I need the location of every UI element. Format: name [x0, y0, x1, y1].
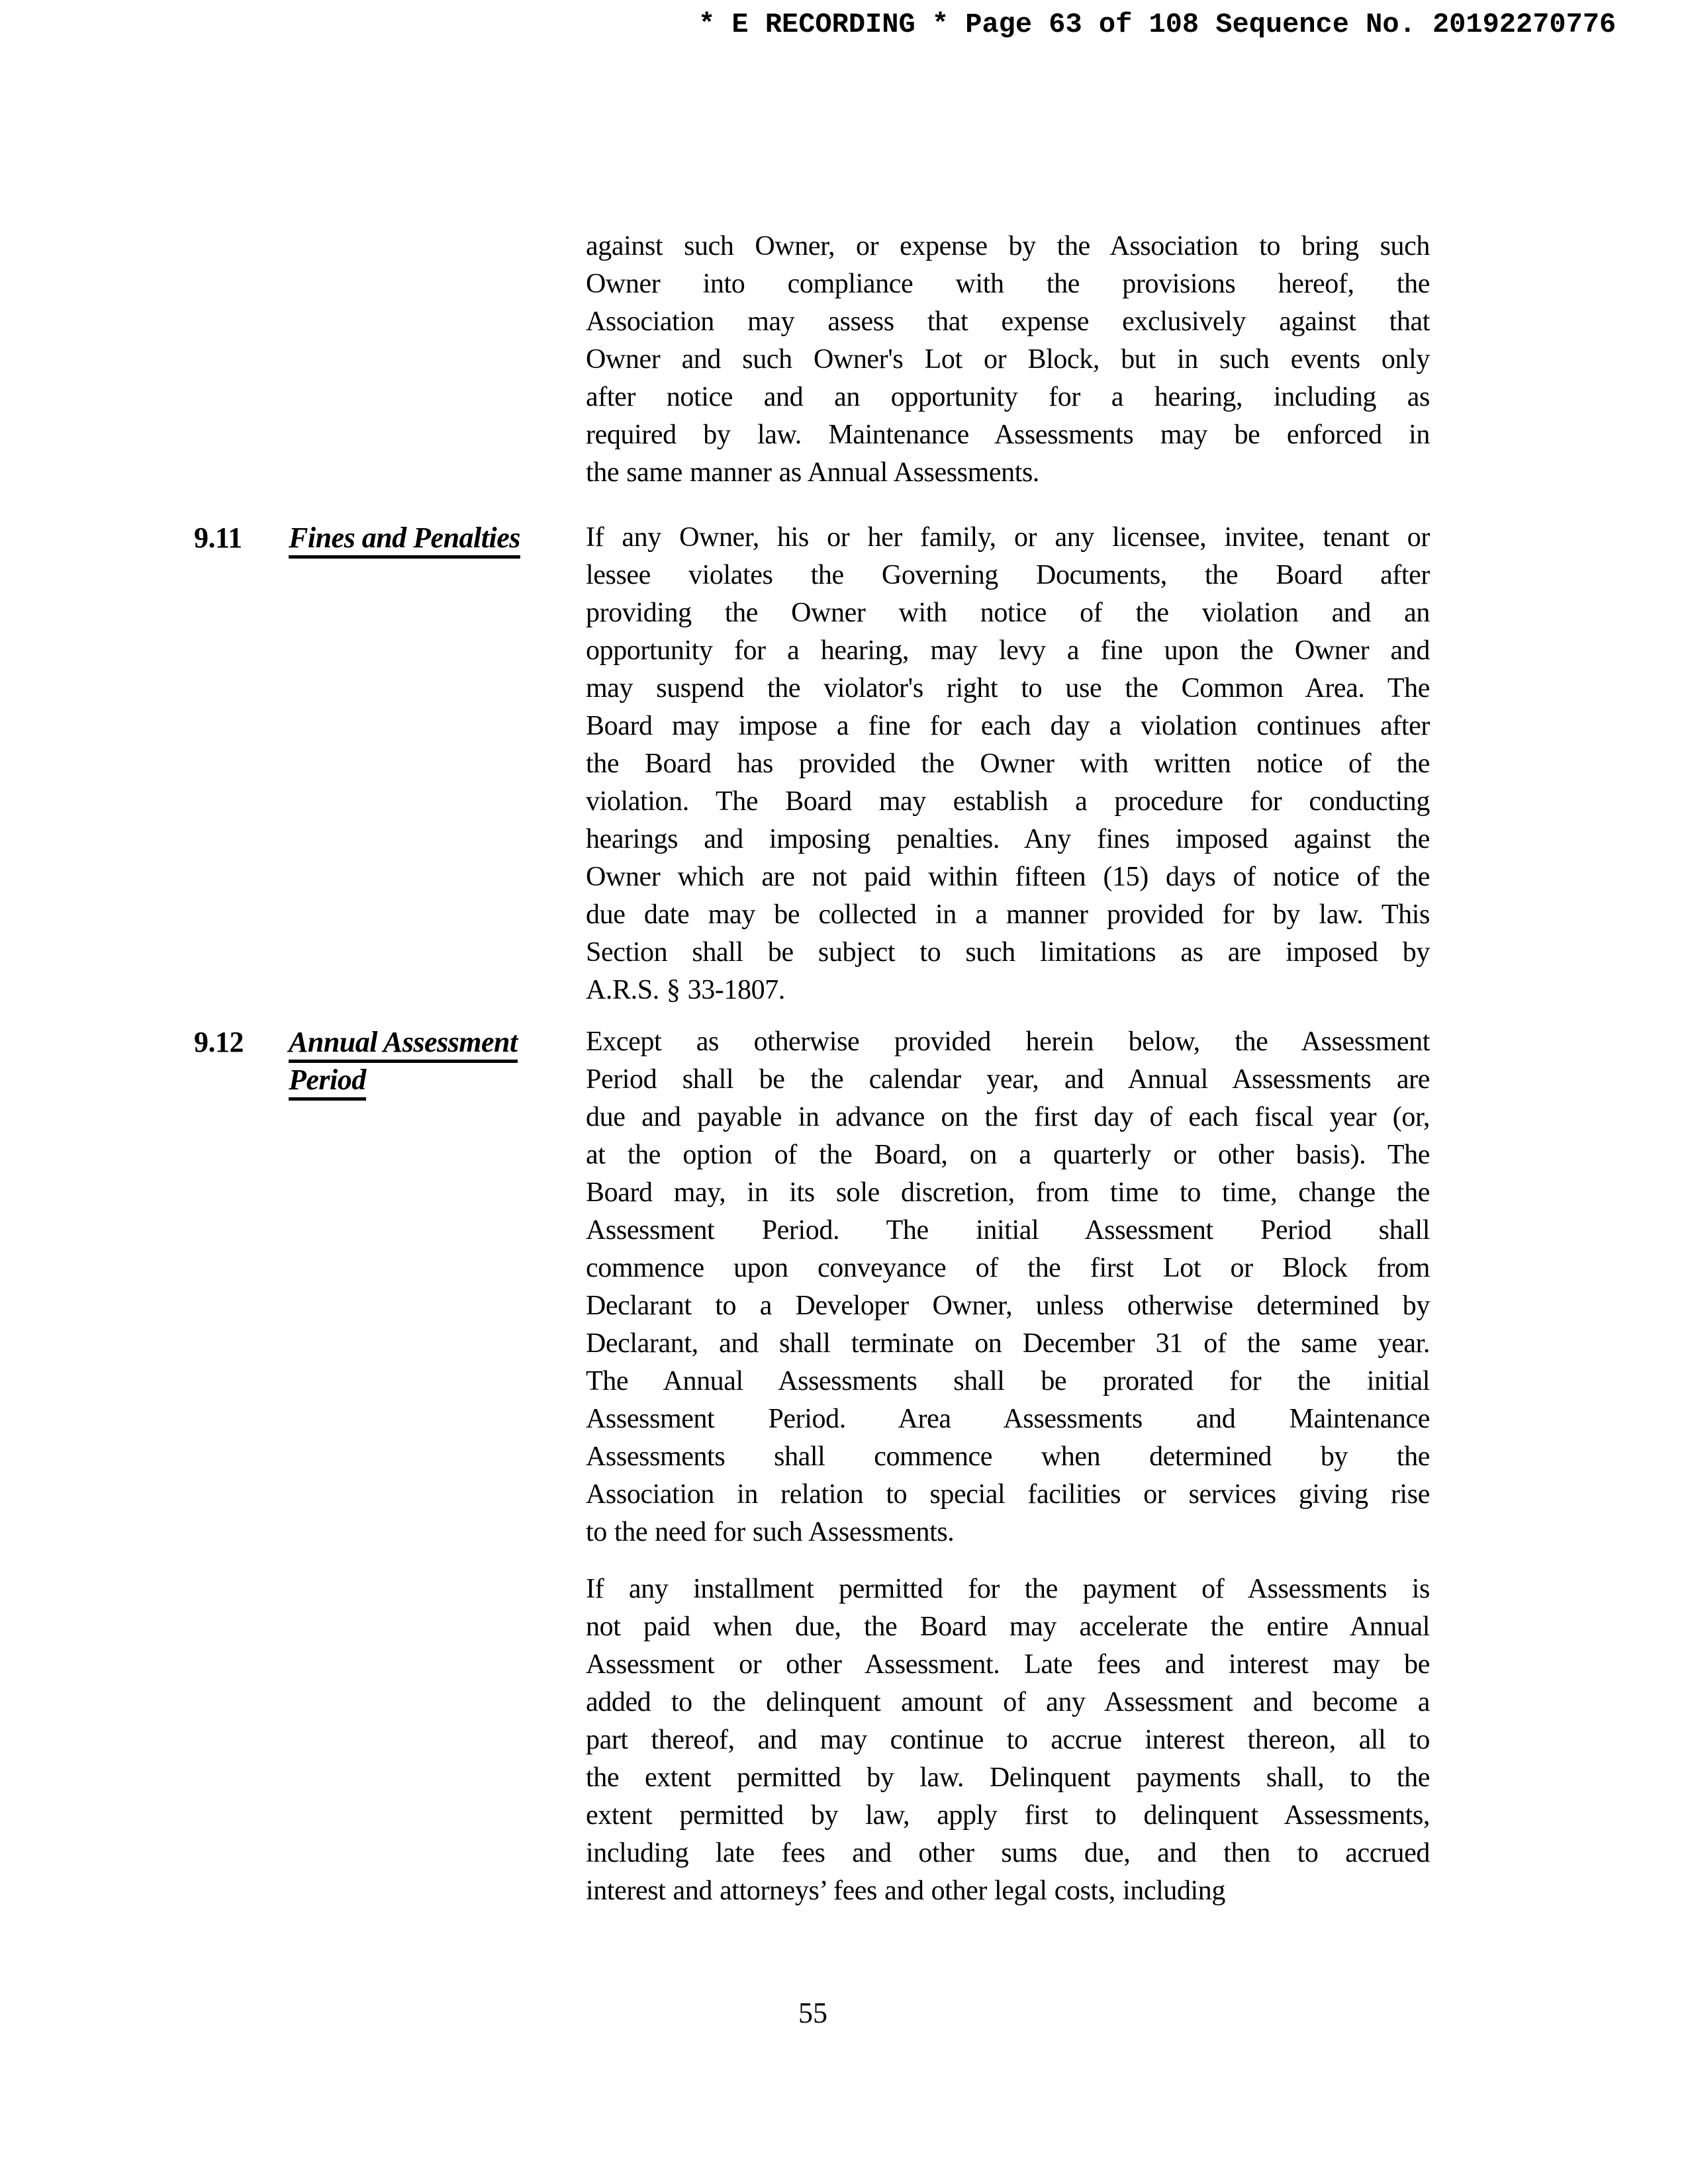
text-line: hearings and imposing penalties. Any fines imposed against the	[586, 824, 1430, 854]
text-line: lessee violates the Governing Documents, the Board after	[586, 560, 1430, 590]
section-number-9-11: 9.11	[194, 522, 242, 554]
text-line: added to the delinquent amount of any Assessment and become a	[586, 1687, 1430, 1717]
text-line: Section shall be subject to such limitations as are imposed by	[586, 937, 1430, 968]
text-line: including late fees and other sums due, and then to accrued	[586, 1838, 1430, 1868]
text-line: Owner which are not paid within fifteen (15) days of notice of the	[586, 862, 1430, 892]
text-line: opportunity for a hearing, may levy a fine upon the Owner and	[586, 635, 1430, 666]
text-line: the Board has provided the Owner with written notice of the	[586, 749, 1430, 779]
text-line: to the need for such Assessments.	[586, 1517, 955, 1547]
text-line: A.R.S. § 33-1807.	[586, 975, 785, 1005]
text-line: Declarant, and shall terminate on December 31 of the same year.	[586, 1328, 1430, 1359]
text-line: Period shall be the calendar year, and Annual Assessments are	[586, 1064, 1430, 1095]
text-line: due date may be collected in a manner provided for by law. This	[586, 899, 1430, 930]
section-title-9-11	[289, 519, 580, 557]
text-line: The Annual Assessments shall be prorated for the initial	[586, 1366, 1430, 1396]
text-line: Owner into compliance with the provisions hereof, the	[586, 269, 1430, 299]
text-line: Owner and such Owner's Lot or Block, but in such events only	[586, 344, 1430, 375]
text-line: Assessment Period. Area Assessments and Maintenance	[586, 1404, 1430, 1434]
text-line: Declarant to a Developer Owner, unless otherwise determined by	[586, 1291, 1430, 1321]
text-line: may suspend the violator's right to use the Common Area. The	[586, 673, 1430, 704]
underlined-heading-text: Annual Assessment	[289, 1026, 518, 1063]
text-line: not paid when due, the Board may accelerate the entire Annual	[586, 1612, 1430, 1642]
text-line: interest and attorneys’ fees and other legal costs, including	[586, 1876, 1226, 1906]
text-line	[289, 1061, 580, 1099]
text-line: If any installment permitted for the payment of Assessments is	[586, 1574, 1430, 1604]
text-line: extent permitted by law, apply first to delinquent Assessments,	[586, 1800, 1430, 1831]
text-line: part thereof, and may continue to accrue interest thereon, all to	[586, 1725, 1430, 1755]
text-line: Association in relation to special facilities or services giving rise	[586, 1479, 1430, 1510]
text-line: providing the Owner with notice of the violation and an	[586, 598, 1430, 628]
section-number-9-12: 9.12	[194, 1026, 244, 1058]
section-9-11-paragraph	[586, 519, 1430, 1009]
text-line: after notice and an opportunity for a hearing, including as	[586, 382, 1430, 412]
text-line: Assessment Period. The initial Assessment Period shall	[586, 1215, 1430, 1246]
page-number: 55	[798, 1997, 827, 2029]
text-line: the extent permitted by law. Delinquent payments shall, to the	[586, 1762, 1430, 1793]
text-line: required by law. Maintenance Assessments may be enforced in	[586, 420, 1430, 450]
text-line: Board may impose a fine for each day a violation continues after	[586, 711, 1430, 741]
continuation-paragraph	[586, 228, 1430, 492]
text-line: Assessments shall commence when determined by the	[586, 1441, 1430, 1472]
text-line: violation. The Board may establish a procedure for conducting	[586, 786, 1430, 817]
text-line: Except as otherwise provided herein below, the Assessment	[586, 1026, 1430, 1057]
text-line: If any Owner, his or her family, or any licensee, invitee, tenant or	[586, 522, 1430, 553]
text-line: the same manner as Annual Assessments.	[586, 457, 1040, 488]
text-line: against such Owner, or expense by the Association to bring such	[586, 231, 1430, 261]
section-9-12-paragraph-2	[586, 1570, 1430, 1910]
underlined-heading-text: Fines and Penalties	[289, 522, 520, 559]
text-line: commence upon conveyance of the first Lot or Block from	[586, 1253, 1430, 1283]
text-line	[289, 519, 580, 557]
text-line: Association may assess that expense exclusively against that	[586, 306, 1430, 337]
recording-header: * E RECORDING * Page 63 of 108 Sequence No. 20192270776	[698, 9, 1617, 40]
text-line: due and payable in advance on the first day of each fiscal year (or,	[586, 1102, 1430, 1132]
text-line: Assessment or other Assessment. Late fees and interest may be	[586, 1649, 1430, 1680]
underlined-heading-text: Period	[289, 1064, 366, 1101]
section-title-9-12	[289, 1023, 580, 1099]
text-line: Board may, in its sole discretion, from time to time, change the	[586, 1177, 1430, 1208]
text-line	[289, 1023, 580, 1061]
text-line: at the option of the Board, on a quarterly or other basis). The	[586, 1140, 1430, 1170]
section-9-12-paragraph-1	[586, 1023, 1430, 1551]
